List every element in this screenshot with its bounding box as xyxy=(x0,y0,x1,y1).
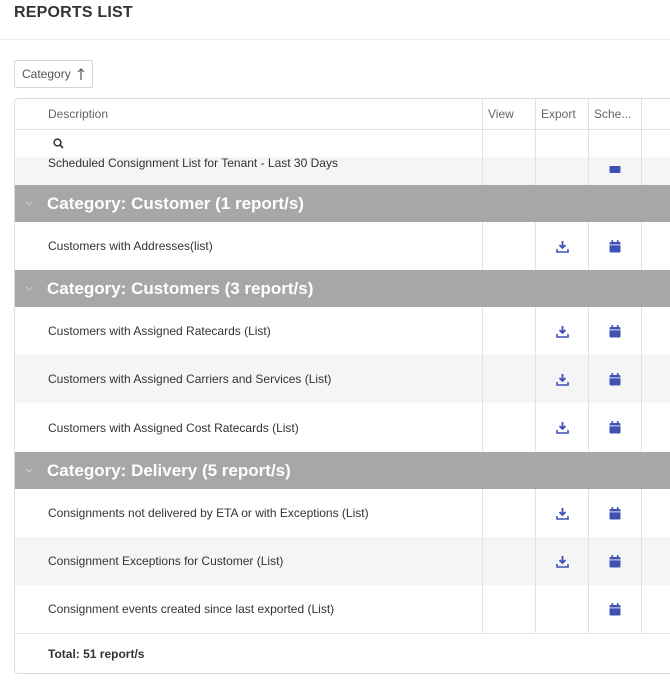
table-row[interactable] xyxy=(15,307,670,355)
row-description-cell xyxy=(15,489,483,537)
search-cell-schedule xyxy=(589,129,642,157)
row-description: Consignment Exceptions for Customer (List) xyxy=(48,554,284,568)
row-export-cell xyxy=(536,222,589,270)
row-description: Customers with Assigned Ratecards (List) xyxy=(48,324,271,338)
calendar-icon[interactable] xyxy=(607,601,623,617)
row-view-cell xyxy=(483,222,536,270)
grid-footer xyxy=(15,633,670,674)
row-export-cell xyxy=(536,403,589,452)
row-schedule-cell xyxy=(589,585,642,633)
grid-header-row xyxy=(15,99,670,130)
group-by-category-chip[interactable] xyxy=(14,60,93,88)
row-description-cell xyxy=(15,403,483,452)
row-export-cell xyxy=(536,537,589,585)
download-icon[interactable] xyxy=(554,553,570,569)
row-description: Customers with Assigned Cost Ratecards (List) xyxy=(48,420,299,435)
row-schedule-cell xyxy=(589,355,642,403)
calendar-icon[interactable] xyxy=(607,162,623,178)
row-export-cell xyxy=(536,489,589,537)
row-schedule-cell xyxy=(589,537,642,585)
group-header-customers[interactable] xyxy=(15,270,670,307)
group-header-label: Category: Customers (3 report/s) xyxy=(47,278,314,298)
row-description-cell xyxy=(15,537,483,585)
column-header-description-label: Description xyxy=(48,107,109,121)
table-row[interactable] xyxy=(15,403,670,452)
row-schedule-cell xyxy=(589,222,642,270)
title-divider xyxy=(0,39,670,40)
download-icon[interactable] xyxy=(554,371,570,387)
table-row[interactable] xyxy=(15,222,670,270)
group-header-customer[interactable] xyxy=(15,185,670,222)
row-export-cell xyxy=(536,585,589,633)
column-header-view-label: View xyxy=(488,107,514,121)
calendar-icon[interactable] xyxy=(607,420,623,436)
download-icon[interactable] xyxy=(554,238,570,254)
column-header-view[interactable] xyxy=(483,99,536,129)
group-chip-label: Category xyxy=(22,67,71,81)
calendar-icon[interactable] xyxy=(607,323,623,339)
row-view-cell xyxy=(483,355,536,403)
table-row[interactable] xyxy=(15,537,670,585)
search-cell-view xyxy=(483,129,536,157)
column-header-schedule-label: Sche... xyxy=(594,107,632,121)
group-header-label: Category: Delivery (5 report/s) xyxy=(47,460,291,480)
row-description-cell xyxy=(15,355,483,403)
row-view-cell xyxy=(483,489,536,537)
row-description: Consignment events created since last exported (List) xyxy=(48,602,335,616)
collapse-caret-icon[interactable] xyxy=(25,270,33,307)
column-header-export[interactable] xyxy=(536,99,589,129)
table-row-partial[interactable] xyxy=(15,157,670,186)
row-description: Customers with Addresses(list) xyxy=(48,239,213,253)
collapse-caret-icon[interactable] xyxy=(25,185,33,222)
row-view-cell xyxy=(483,307,536,355)
table-row[interactable] xyxy=(15,355,670,403)
row-schedule-cell xyxy=(589,307,642,355)
footer-total: Total: 51 report/s xyxy=(48,647,145,661)
row-view-cell xyxy=(483,537,536,585)
column-header-schedule[interactable] xyxy=(589,99,642,129)
footer-total-cell xyxy=(15,633,483,674)
row-schedule-cell xyxy=(589,157,642,185)
row-export-cell xyxy=(536,307,589,355)
table-row[interactable] xyxy=(15,489,670,537)
row-description-cell xyxy=(15,222,483,270)
row-description: Consignments not delivered by ETA or with Exceptions (List) xyxy=(48,506,369,520)
row-schedule-cell xyxy=(589,403,642,452)
calendar-icon[interactable] xyxy=(607,553,623,569)
download-icon[interactable] xyxy=(554,323,570,339)
reports-grid xyxy=(14,98,670,674)
row-schedule-cell xyxy=(589,489,642,537)
group-header-label: Category: Customer (1 report/s) xyxy=(47,193,304,213)
search-cell-export xyxy=(536,129,589,157)
collapse-caret-icon[interactable] xyxy=(25,452,33,489)
row-view-cell xyxy=(483,157,536,185)
row-description-cell xyxy=(15,307,483,355)
calendar-icon[interactable] xyxy=(607,371,623,387)
row-description: Customers with Assigned Carriers and Services (List) xyxy=(48,372,332,386)
row-export-cell xyxy=(536,355,589,403)
row-export-cell xyxy=(536,157,589,185)
row-view-cell xyxy=(483,403,536,452)
download-icon[interactable] xyxy=(554,505,570,521)
row-description-cell xyxy=(15,585,483,633)
column-header-export-label: Export xyxy=(541,107,576,121)
search-row xyxy=(15,129,670,157)
row-description-cell xyxy=(15,157,483,185)
calendar-icon[interactable] xyxy=(607,505,623,521)
group-header-delivery[interactable] xyxy=(15,452,670,489)
row-description: Scheduled Consignment List for Tenant - Last 30 Days xyxy=(48,157,338,170)
calendar-icon[interactable] xyxy=(607,238,623,254)
page-title: REPORTS LIST xyxy=(14,4,133,21)
search-cell[interactable] xyxy=(15,129,483,157)
column-header-description[interactable] xyxy=(15,99,483,129)
table-row[interactable] xyxy=(15,585,670,634)
arrow-up-icon[interactable] xyxy=(77,68,85,81)
row-view-cell xyxy=(483,585,536,633)
download-icon[interactable] xyxy=(554,420,570,436)
search-icon[interactable] xyxy=(50,135,66,151)
